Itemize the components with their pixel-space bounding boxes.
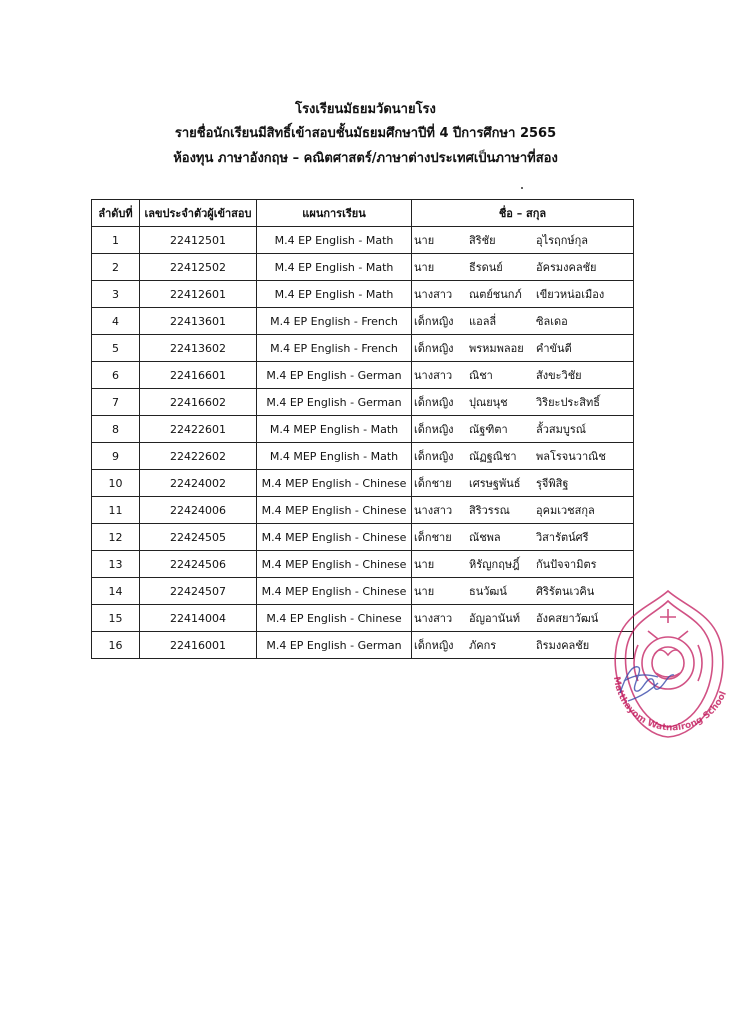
column-header-study-plan: แผนการเรียน [257, 200, 412, 227]
row-exam-id: 22416001 [140, 632, 257, 659]
row-exam-id: 22424507 [140, 578, 257, 605]
name-title: เด็กหญิง [414, 342, 454, 355]
last-name: ศิริรัตนเวคิน [536, 585, 595, 598]
row-full-name [412, 227, 634, 254]
row-order: 9 [92, 443, 140, 470]
name-title: นาย [414, 558, 435, 571]
table-row [92, 281, 634, 308]
row-exam-id: 22424505 [140, 524, 257, 551]
signature [620, 667, 674, 701]
first-name: แอลลี่ [469, 315, 497, 328]
last-name: เขียวหน่อเมือง [536, 288, 605, 301]
row-study-plan: M.4 EP English - German [257, 632, 412, 659]
row-order: 2 [92, 254, 140, 281]
row-study-plan: M.4 EP English - Math [257, 281, 412, 308]
row-full-name [412, 416, 634, 443]
table-body [92, 227, 634, 659]
table-row [92, 362, 634, 389]
row-order: 1 [92, 227, 140, 254]
row-order: 5 [92, 335, 140, 362]
row-order: 13 [92, 551, 140, 578]
column-header-exam-id: เลขประจำตัวผู้เข้าสอบ [140, 200, 257, 227]
row-full-name [412, 389, 634, 416]
school-name: โรงเรียนมัธยมวัดนายโรง [295, 102, 436, 117]
row-full-name [412, 254, 634, 281]
row-full-name [412, 362, 634, 389]
row-order: 14 [92, 578, 140, 605]
row-study-plan: M.4 MEP English - Chinese [257, 497, 412, 524]
row-full-name [412, 497, 634, 524]
table-row [92, 578, 634, 605]
table-row [92, 497, 634, 524]
first-name: หิรัญกฤษฎิ์ [469, 558, 520, 571]
document-subtitle: ห้องทุน ภาษาอังกฤษ – คณิตศาสตร์/ภาษาต่างประเทศเป็นภาษาที่สอง [173, 151, 558, 166]
table-row [92, 308, 634, 335]
name-title: นางสาว [414, 288, 453, 301]
first-name: ณัฏฐณิชา [469, 450, 517, 463]
table-row [92, 443, 634, 470]
document-title: รายชื่อนักเรียนมีสิทธิ์เข้าสอบชั้นมัธยมศึกษาปีที่ 4 ปีการศึกษา 2565 [174, 126, 557, 141]
row-order: 4 [92, 308, 140, 335]
first-name: สิริชัย [469, 234, 496, 247]
first-name: ณิชา [469, 369, 493, 382]
name-title: เด็กหญิง [414, 315, 454, 328]
row-study-plan: M.4 MEP English - Chinese [257, 470, 412, 497]
row-full-name [412, 470, 634, 497]
row-full-name [412, 281, 634, 308]
first-name: ธนวัฒน์ [469, 585, 507, 598]
row-study-plan: M.4 EP English - Chinese [257, 605, 412, 632]
row-order: 3 [92, 281, 140, 308]
seal-text: Matthayom Watnairong School [610, 675, 729, 734]
first-name: ภัคกร [469, 639, 497, 652]
last-name: อุไรฤกษ์กุล [536, 234, 589, 247]
row-exam-id: 22413601 [140, 308, 257, 335]
row-full-name [412, 443, 634, 470]
last-name: ถิรมงคลชัย [536, 639, 590, 652]
row-study-plan: M.4 MEP English - Chinese [257, 524, 412, 551]
name-title: เด็กหญิง [414, 450, 454, 463]
row-study-plan: M.4 EP English - German [257, 389, 412, 416]
row-order: 8 [92, 416, 140, 443]
row-study-plan: M.4 EP English - French [257, 308, 412, 335]
row-full-name [412, 551, 634, 578]
row-order: 6 [92, 362, 140, 389]
first-name: เศรษฐพันธ์ [469, 477, 521, 490]
name-title: เด็กหญิง [414, 639, 454, 652]
row-full-name [412, 335, 634, 362]
last-name: อังคสยาวัฒน์ [536, 612, 599, 625]
row-exam-id: 22416602 [140, 389, 257, 416]
last-name: วิริยะประสิทธิ์ [536, 396, 600, 409]
row-exam-id: 22424002 [140, 470, 257, 497]
table-row [92, 605, 634, 632]
row-order: 12 [92, 524, 140, 551]
row-study-plan: M.4 MEP English - Math [257, 416, 412, 443]
row-study-plan: M.4 EP English - Math [257, 227, 412, 254]
name-title: นาย [414, 234, 435, 247]
last-name: รุจีพิสิฐ [536, 477, 569, 490]
name-title: เด็กชาย [414, 477, 452, 490]
name-title: นางสาว [414, 504, 453, 517]
first-name: ธีรดนย์ [469, 261, 503, 274]
row-order: 15 [92, 605, 140, 632]
last-name: ลั้วสมบูรณ์ [536, 423, 586, 436]
column-header-order: ลำดับที่ [92, 200, 140, 227]
row-study-plan: M.4 EP English - German [257, 362, 412, 389]
row-full-name [412, 524, 634, 551]
row-order: 16 [92, 632, 140, 659]
first-name: พรหมพลอย [469, 342, 524, 355]
column-header-full-name: ชื่อ – สกุล [412, 200, 634, 227]
table-row [92, 470, 634, 497]
table-header-row [92, 200, 634, 227]
last-name: ซิลเดอ [536, 315, 568, 328]
name-title: นาย [414, 585, 435, 598]
row-order: 10 [92, 470, 140, 497]
last-name: อุคมเวชสกุล [536, 504, 595, 517]
last-name: คำขันตี [536, 342, 572, 355]
table-row [92, 551, 634, 578]
last-name: อัครมงคลชัย [536, 261, 597, 274]
name-title: นาย [414, 261, 435, 274]
row-exam-id: 22412601 [140, 281, 257, 308]
first-name: ณตย์ชนกภ์ [469, 288, 522, 301]
name-title: เด็กหญิง [414, 396, 454, 409]
row-full-name [412, 308, 634, 335]
table-row [92, 227, 634, 254]
student-roster-table [91, 199, 634, 659]
name-title: เด็กหญิง [414, 423, 454, 436]
row-order: 11 [92, 497, 140, 524]
table-row [92, 632, 634, 659]
row-study-plan: M.4 MEP English - Chinese [257, 578, 412, 605]
table-row [92, 416, 634, 443]
table-row [92, 335, 634, 362]
name-title: เด็กชาย [414, 531, 452, 544]
row-exam-id: 22416601 [140, 362, 257, 389]
row-study-plan: M.4 EP English - French [257, 335, 412, 362]
row-exam-id: 22422601 [140, 416, 257, 443]
row-exam-id: 22413602 [140, 335, 257, 362]
row-exam-id: 22412502 [140, 254, 257, 281]
stray-mark [521, 187, 523, 189]
first-name: ปุณยนุช [469, 396, 508, 409]
table-row [92, 254, 634, 281]
school-seal-icon [598, 585, 731, 745]
row-study-plan: M.4 MEP English - Math [257, 443, 412, 470]
row-exam-id: 22414004 [140, 605, 257, 632]
table-row [92, 524, 634, 551]
last-name: กันปัจจามิตร [536, 558, 597, 571]
row-order: 7 [92, 389, 140, 416]
row-exam-id: 22424006 [140, 497, 257, 524]
row-exam-id: 22424506 [140, 551, 257, 578]
row-exam-id: 22412501 [140, 227, 257, 254]
row-exam-id: 22422602 [140, 443, 257, 470]
table-row [92, 389, 634, 416]
row-study-plan: M.4 MEP English - Chinese [257, 551, 412, 578]
name-title: นางสาว [414, 369, 453, 382]
first-name: สิริวรรณ [469, 504, 510, 517]
last-name: วิสารัตน์ศรี [536, 531, 589, 544]
last-name: พลโรจนวาณิช [536, 450, 606, 463]
row-study-plan: M.4 EP English - Math [257, 254, 412, 281]
first-name: ณัชพล [469, 531, 501, 544]
first-name: อัญอานันท์ [469, 612, 521, 625]
last-name: สังขะวิชัย [536, 369, 582, 382]
first-name: ณัฐฑิตา [469, 423, 508, 436]
name-title: นางสาว [414, 612, 453, 625]
